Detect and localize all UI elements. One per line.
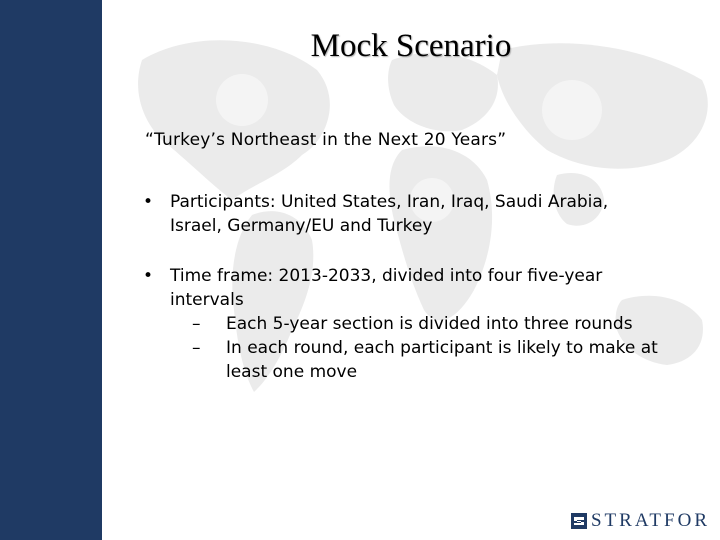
slide-subtitle: “Turkey’s Northeast in the Next 20 Years” — [145, 130, 507, 150]
sub-bullet-text: In each round, each participant is likely to make at least one move — [226, 338, 658, 382]
bullet-text: Time frame: 2013-2033, divided into four five-year intervals — [170, 266, 603, 310]
bullet-marker: • — [143, 266, 154, 286]
sub-bullet-item — [190, 312, 660, 336]
sub-bullet-list — [170, 312, 660, 384]
left-sidebar-bar — [0, 0, 102, 540]
bullet-item-time-frame — [140, 264, 660, 384]
sub-bullet-marker: – — [192, 338, 201, 358]
bullet-marker: • — [143, 192, 154, 212]
stratfor-logo-icon — [571, 513, 587, 529]
sub-bullet-marker: – — [192, 314, 201, 334]
stratfor-logo — [571, 510, 710, 532]
sub-bullet-text: Each 5-year section is divided into three rounds — [226, 314, 633, 334]
bullet-item-participants — [140, 190, 660, 238]
stratfor-logo-text: STRATFOR — [590, 510, 710, 531]
bullet-text: Participants: United States, Iran, Iraq, Saudi Arabia, Israel, Germany/EU and Turkey — [170, 192, 609, 236]
sub-bullet-item — [190, 336, 660, 384]
slide-title: Mock Scenario — [310, 28, 512, 64]
bullet-list — [140, 190, 660, 410]
